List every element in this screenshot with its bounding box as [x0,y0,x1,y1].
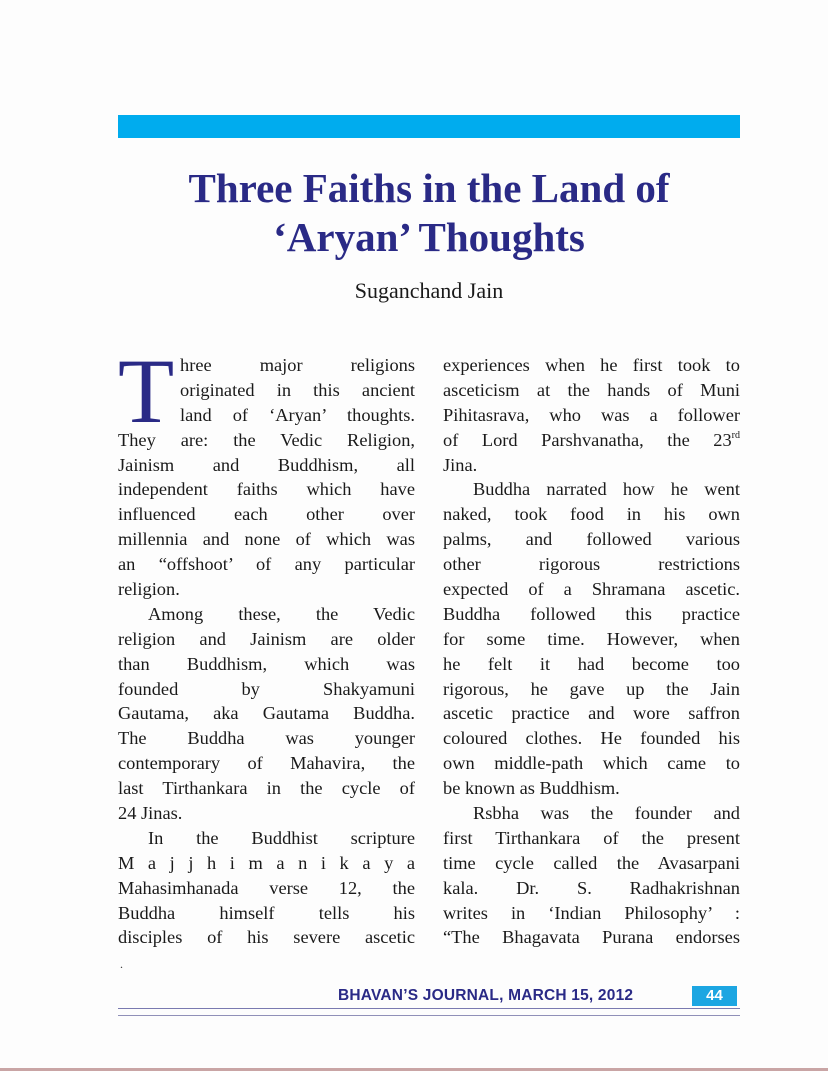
text-line: contemporary of Mahavira, the [118,753,415,774]
text-line: own middle-path which came to [443,753,740,774]
text-line: ascetic practice and wore saffron [443,703,740,724]
text-line: palms, and followed various [443,529,740,550]
text-line: be known as Buddhism. [443,778,620,799]
text-line: religion. [118,579,180,600]
text-line: 24 Jinas. [118,803,183,824]
text-line: writes in ‘Indian Philosophy’ : [443,902,740,923]
text-line: religion and Jainism are older [118,628,415,649]
title-line-2: ‘Aryan’ Thoughts [273,214,585,260]
text-line: land of ‘Aryan’ thoughts. [180,404,415,425]
text-line: originated in this ancient [180,379,415,400]
text-line: naked, took food in his own [443,504,740,525]
text-line: Pihitasrava, who was a follower [443,404,740,425]
text-line: experiences when he first took to [443,355,740,375]
text-fragment: of Lord Parshvanatha, the 23 [443,429,732,450]
text-line: time cycle called the Avasarpani [443,852,740,873]
text-line: other rigorous restrictions [443,554,740,575]
stray-mark: . [120,957,123,971]
text-line: an “offshoot’ of any particular [118,554,415,575]
footer-rule-bottom [118,1015,740,1016]
text-line: independent faiths which have [118,479,415,500]
text-line: first Tirthankara of the present [443,827,740,848]
ordinal-superscript: rd [731,429,740,441]
text-line: M a j j h i m a n i k a y a [118,852,415,873]
text-line: Buddha himself tells his [118,902,415,923]
text-line: expected of a Shramana ascetic. [443,579,740,600]
text-line: Buddha narrated how he went [473,479,740,500]
article-title [100,164,758,262]
text-line: hree major religions [180,355,415,375]
text-line: Among these, the Vedic [148,603,415,624]
text-line: millennia and none of which was [118,529,415,550]
text-line: founded by Shakyamuni [118,678,415,699]
text-line: “The Bhagavata Purana endorses [443,927,740,948]
text-line: Mahasimhanada verse 12, the [118,877,415,898]
text-line: for some time. However, when [443,628,740,649]
text-line: The Buddha was younger [118,728,415,749]
text-line: Jina. [443,454,478,475]
text-line: Jainism and Buddhism, all [118,454,415,475]
header-accent-bar [118,115,740,138]
text-line: Gautama, aka Gautama Buddha. [118,703,415,724]
text-line: coloured clothes. He founded his [443,728,740,749]
journal-footer: BHAVAN’S JOURNAL, MARCH 15, 2012 [338,987,634,1004]
page-number-badge: 44 [692,986,737,1006]
text-line: disciples of his severe ascetic [118,927,415,948]
drop-cap: T [118,340,175,442]
text-line: he felt it had become too [443,653,740,674]
text-line: They are: the Vedic Religion, [118,429,415,450]
footer-rule-top [118,1008,740,1009]
text-line: influenced each other over [118,504,415,525]
text-line-with-superscript [443,428,740,453]
text-line: than Buddhism, which was [118,653,415,674]
text-line: kala. Dr. S. Radhakrishnan [443,877,740,898]
title-line-1: Three Faiths in the Land of [188,165,670,211]
text-line: asceticism at the hands of Muni [443,379,740,400]
right-column [443,353,740,950]
text-line: In the Buddhist scripture [148,827,415,848]
text-line: Buddha followed this practice [443,603,740,624]
left-column [118,340,415,950]
text-line: last Tirthankara in the cycle of [118,778,415,799]
text-line: rigorous, he gave up the Jain [443,678,740,699]
text-line: Rsbha was the founder and [473,803,740,824]
author-byline: Suganchand Jain [354,278,504,303]
